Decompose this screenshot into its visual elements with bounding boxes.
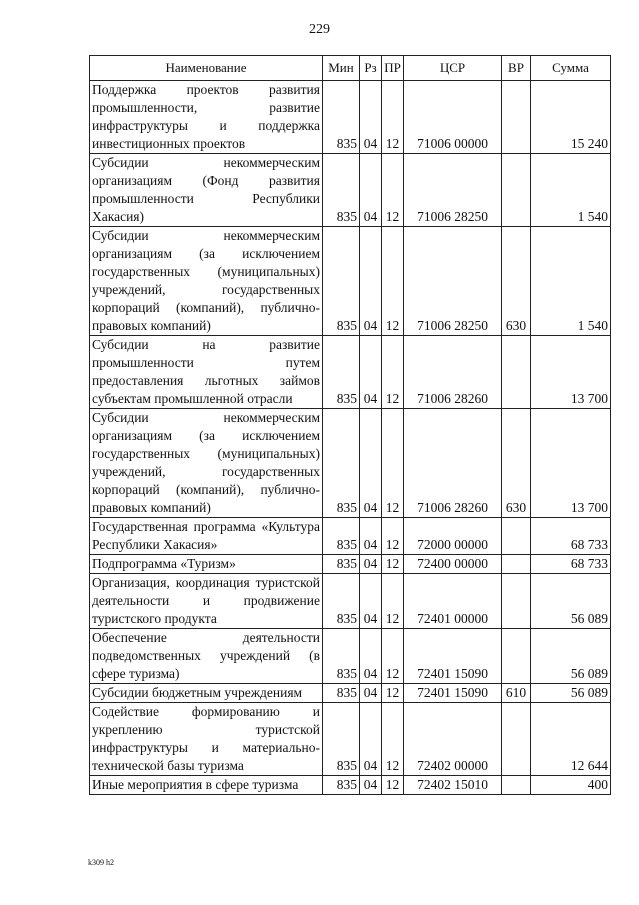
header-min: Мин	[323, 56, 360, 81]
cell-csr: 72000 00000	[404, 518, 502, 555]
page-number: 229	[309, 22, 330, 37]
cell-pr: 12	[382, 555, 404, 574]
cell-name: Субсидии на развитие промышленности путем предоставления льготных займов субъектам промышленной отрасли	[90, 336, 323, 409]
table-row	[90, 776, 611, 795]
cell-name: Субсидии некоммерческим организациям (за исключением государственных (муниципальных) учреждений, государственных корпораций (компаний), публично-правовых компаний)	[90, 409, 323, 518]
cell-vr	[502, 555, 531, 574]
header-name: Наименование	[90, 56, 323, 81]
cell-csr: 72401 00000	[404, 574, 502, 629]
cell-sum: 1 540	[531, 154, 611, 227]
cell-vr	[502, 776, 531, 795]
cell-rz: 04	[360, 555, 382, 574]
table-row	[90, 154, 611, 227]
cell-sum: 56 089	[531, 574, 611, 629]
table-header-row	[90, 56, 611, 81]
cell-vr	[502, 518, 531, 555]
cell-vr: 630	[502, 409, 531, 518]
cell-pr: 12	[382, 227, 404, 336]
cell-pr: 12	[382, 154, 404, 227]
cell-rz: 04	[360, 81, 382, 154]
cell-pr: 12	[382, 629, 404, 684]
cell-sum: 68 733	[531, 518, 611, 555]
cell-name: Содействие формированию и укреплению туристской инфраструктуры и материально-технической базы туризма	[90, 703, 323, 776]
cell-csr: 71006 28250	[404, 227, 502, 336]
cell-sum: 15 240	[531, 81, 611, 154]
table-row	[90, 574, 611, 629]
cell-vr	[502, 703, 531, 776]
cell-min: 835	[323, 703, 360, 776]
cell-vr	[502, 336, 531, 409]
budget-table	[89, 55, 611, 795]
cell-name: Иные мероприятия в сфере туризма	[90, 776, 323, 795]
cell-rz: 04	[360, 684, 382, 703]
cell-vr	[502, 154, 531, 227]
cell-csr: 71006 28260	[404, 336, 502, 409]
cell-pr: 12	[382, 703, 404, 776]
footer-code: k309 h2	[88, 858, 114, 867]
cell-sum: 13 700	[531, 409, 611, 518]
cell-csr: 72400 00000	[404, 555, 502, 574]
cell-sum: 1 540	[531, 227, 611, 336]
cell-min: 835	[323, 574, 360, 629]
cell-pr: 12	[382, 518, 404, 555]
cell-min: 835	[323, 154, 360, 227]
cell-pr: 12	[382, 776, 404, 795]
cell-min: 835	[323, 629, 360, 684]
cell-csr: 72401 15090	[404, 629, 502, 684]
table-body	[90, 81, 611, 795]
table-row	[90, 81, 611, 154]
cell-min: 835	[323, 555, 360, 574]
cell-vr	[502, 81, 531, 154]
cell-rz: 04	[360, 776, 382, 795]
cell-sum: 68 733	[531, 555, 611, 574]
cell-rz: 04	[360, 574, 382, 629]
header-vr: ВР	[502, 56, 531, 81]
cell-pr: 12	[382, 574, 404, 629]
cell-sum: 56 089	[531, 684, 611, 703]
cell-csr: 72402 15010	[404, 776, 502, 795]
cell-name: Организация, координация туристской деятельности и продвижение туристского продукта	[90, 574, 323, 629]
cell-rz: 04	[360, 409, 382, 518]
cell-min: 835	[323, 227, 360, 336]
header-pr: ПР	[382, 56, 404, 81]
table-row	[90, 409, 611, 518]
cell-min: 835	[323, 684, 360, 703]
header-rz: Рз	[360, 56, 382, 81]
cell-name: Государственная программа «Культура Республики Хакасия»	[90, 518, 323, 555]
cell-name: Субсидии некоммерческим организациям (Фонд развития промышленности Республики Хакасия)	[90, 154, 323, 227]
cell-min: 835	[323, 518, 360, 555]
cell-rz: 04	[360, 227, 382, 336]
cell-csr: 72401 15090	[404, 684, 502, 703]
cell-csr: 71006 28250	[404, 154, 502, 227]
cell-vr: 630	[502, 227, 531, 336]
cell-rz: 04	[360, 518, 382, 555]
table-row	[90, 629, 611, 684]
cell-pr: 12	[382, 81, 404, 154]
cell-name: Подпрограмма «Туризм»	[90, 555, 323, 574]
cell-sum: 400	[531, 776, 611, 795]
table-row	[90, 684, 611, 703]
cell-vr: 610	[502, 684, 531, 703]
cell-rz: 04	[360, 629, 382, 684]
cell-sum: 56 089	[531, 629, 611, 684]
cell-min: 835	[323, 336, 360, 409]
table-row	[90, 703, 611, 776]
header-csr: ЦСР	[404, 56, 502, 81]
cell-rz: 04	[360, 703, 382, 776]
cell-vr	[502, 574, 531, 629]
cell-sum: 12 644	[531, 703, 611, 776]
cell-name: Субсидии бюджетным учреждениям	[90, 684, 323, 703]
cell-name: Субсидии некоммерческим организациям (за исключением государственных (муниципальных) учреждений, государственных корпораций (компаний), публично-правовых компаний)	[90, 227, 323, 336]
cell-csr: 71006 00000	[404, 81, 502, 154]
cell-pr: 12	[382, 684, 404, 703]
table-row	[90, 518, 611, 555]
cell-csr: 71006 28260	[404, 409, 502, 518]
cell-csr: 72402 00000	[404, 703, 502, 776]
table-row	[90, 227, 611, 336]
cell-name: Обеспечение деятельности подведомственных учреждений (в сфере туризма)	[90, 629, 323, 684]
cell-min: 835	[323, 81, 360, 154]
cell-pr: 12	[382, 409, 404, 518]
cell-sum: 13 700	[531, 336, 611, 409]
cell-pr: 12	[382, 336, 404, 409]
header-sum: Сумма	[531, 56, 611, 81]
table-row	[90, 555, 611, 574]
cell-min: 835	[323, 776, 360, 795]
cell-min: 835	[323, 409, 360, 518]
table-row	[90, 336, 611, 409]
cell-vr	[502, 629, 531, 684]
cell-rz: 04	[360, 336, 382, 409]
cell-rz: 04	[360, 154, 382, 227]
cell-name: Поддержка проектов развития промышленности, развитие инфраструктуры и поддержка инвестиционных проектов	[90, 81, 323, 154]
